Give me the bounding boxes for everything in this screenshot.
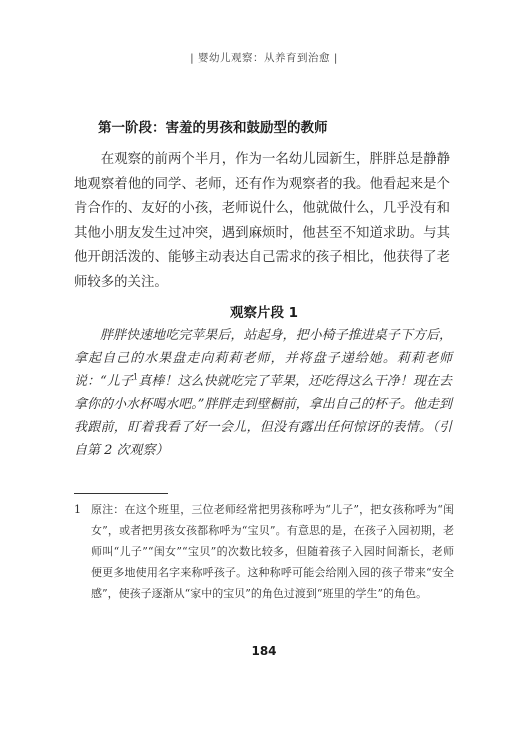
- footnote-number: 1: [74, 503, 81, 516]
- footnote: [74, 499, 454, 604]
- observation-paragraph: [74, 324, 452, 462]
- footnote-divider: [74, 493, 168, 494]
- footnote-reference[interactable]: 1: [133, 372, 139, 382]
- section-heading: 第一阶段：害羞的男孩和鼓励型的教师: [98, 120, 328, 136]
- page-number: 184: [251, 644, 277, 658]
- running-head: | 婴幼儿观察：从养育到治愈 |: [190, 52, 338, 64]
- observation-text-part2: 真棒！这么快就吃完了苹果，还吃得这么干净！现在去拿你的小水杯喝水吧。”胖胖走到壁橱前，拿出自己的杯子。他走到我跟前，盯着我看了好一会儿，但没有露出任何惊讶的表情。（引自第 2 次观察）: [74, 374, 452, 458]
- observation-text-part1: 胖胖快速地吃完苹果后，站起身，把小椅子推进桌子下方后，拿起自己的水果盘走向莉莉老师，并将盘子递给她。莉莉老师说：“儿子: [74, 328, 452, 389]
- footnote-text: 原注：在这个班里，三位老师经常把男孩称呼为“儿子”，把女孩称呼为“闺女”，或者把男孩女孩都称呼为“宝贝”。有意思的是，在孩子入园初期，老师叫“儿子”“闺女”“宝贝”的次数比较多，但随着孩子入园时间渐长，老师便更多地使用名字来称呼孩子。这种称呼可能会给刚入园的孩子带来“安全感”，使孩子逐渐从“家中的宝贝”的角色过渡到“班里的学生”的角色。: [91, 503, 454, 600]
- observation-title: 观察片段 1: [229, 305, 299, 321]
- intro-paragraph: 在观察的前两个半月，作为一名幼儿园新生，胖胖总是静静地观察着他的同学、老师，还有作为观察者的我。他看起来是个肯合作的、友好的小孩，老师说什么，他就做什么，几乎没有和其他小朋友发生过冲突，遇到麻烦时，他甚至不知道求助。与其他开朗活泼的、能够主动表达自己需求的孩子相比，他获得了老师较多的关注。: [74, 152, 450, 290]
